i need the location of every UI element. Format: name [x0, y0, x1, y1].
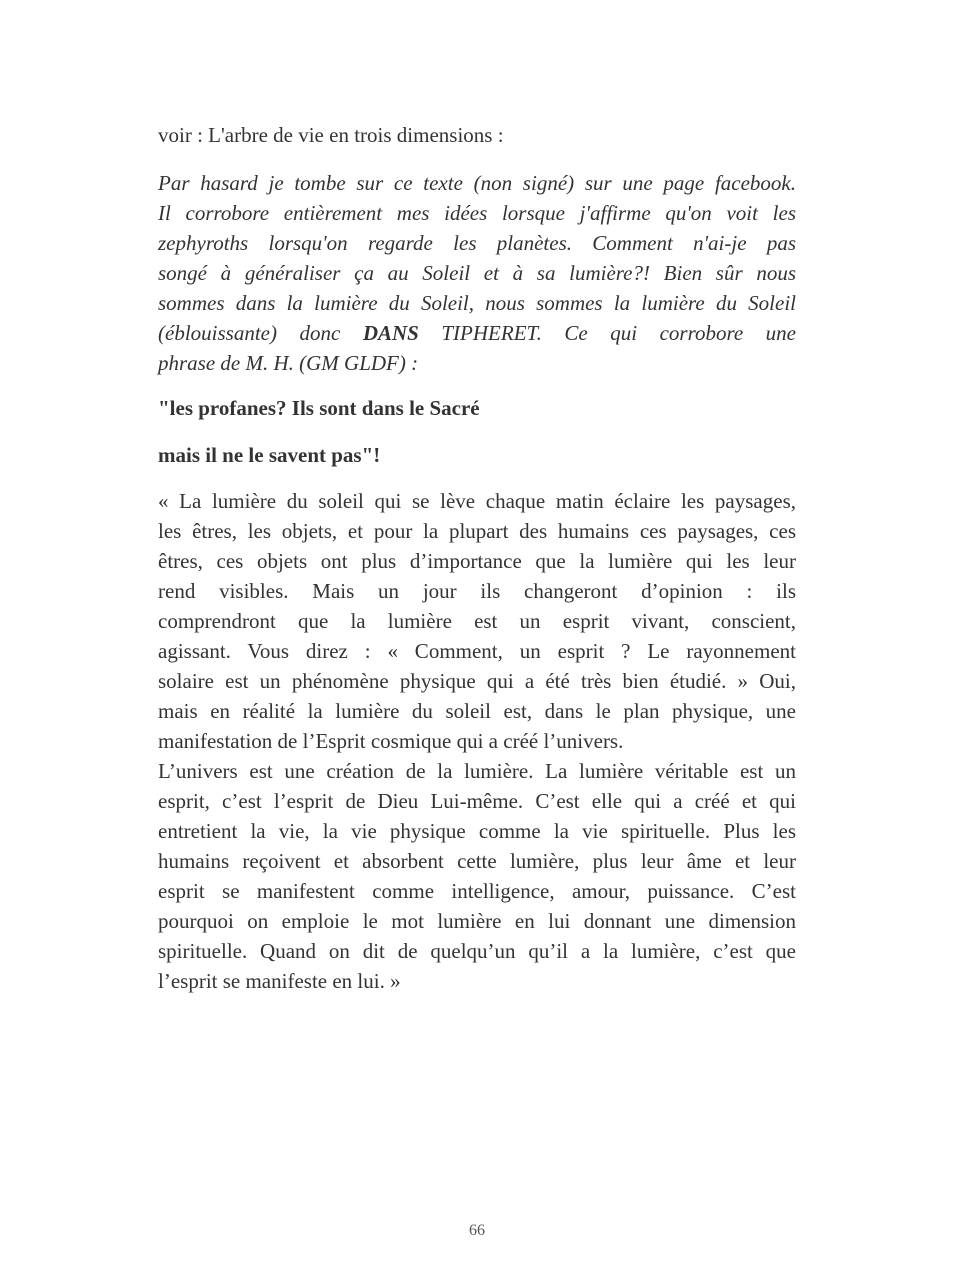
quoted-paragraph: [158, 486, 796, 996]
text-line: entretient la vie, la vie physique comme la vie spirituelle. Plus les: [158, 819, 796, 843]
text-line: l’esprit se manifeste en lui. »: [158, 969, 401, 993]
bold-quote-line: mais il ne le savent pas"!: [158, 443, 381, 467]
text-line: songé à généraliser ça au Soleil et à sa lumière?! Bien sûr nous: [158, 261, 796, 285]
text-line: « La lumière du soleil qui se lève chaque matin éclaire les paysages,: [158, 489, 796, 513]
text-line: pourquoi on emploie le mot lumière en lui donnant une dimension: [158, 909, 796, 933]
text-line: esprit se manifestent comme intelligence, amour, puissance. C’est: [158, 879, 796, 903]
text-line: Il corrobore entièrement mes idées lorsque j'affirme qu'on voit les: [158, 201, 796, 225]
text-line: êtres, ces objets ont plus d’importance que la lumière qui les leur: [158, 549, 796, 573]
italic-paragraph: [158, 168, 796, 378]
text-segment: (éblouissante) donc: [158, 321, 363, 345]
text-segment: TIPHERET. Ce qui corrobore une: [418, 321, 797, 345]
text-line: les êtres, les objets, et pour la plupart des humains ces paysages, ces: [158, 519, 796, 543]
text-line: solaire est un phénomène physique qui a été très bien étudié. » Oui,: [158, 669, 796, 693]
intro-line: [158, 120, 796, 150]
text-line: L’univers est une création de la lumière. La lumière véritable est un: [158, 759, 796, 783]
text-line: spirituelle. Quand on dit de quelqu’un qu’il a la lumière, c’est que: [158, 939, 796, 963]
text-line: Par hasard je tombe sur ce texte (non signé) sur une page facebook.: [158, 171, 796, 195]
text-line: rend visibles. Mais un jour ils changeront d’opinion : ils: [158, 579, 796, 603]
text-line: [158, 318, 796, 348]
bold-emphasis: DANS: [362, 321, 419, 345]
text-line: agissant. Vous direz : « Comment, un esprit ? Le rayonnement: [158, 639, 796, 663]
text-line: comprendront que la lumière est un esprit vivant, conscient,: [158, 609, 796, 633]
text-line: phrase de M. H. (GM GLDF) :: [158, 351, 419, 375]
bold-quote: [158, 440, 796, 470]
page-number: 66: [469, 1222, 485, 1239]
bold-quote: [158, 393, 796, 423]
text-line: esprit, c’est l’esprit de Dieu Lui-même. C’est elle qui a créé et qui: [158, 789, 796, 813]
text-line: sommes dans la lumière du Soleil, nous sommes la lumière du Soleil: [158, 291, 796, 315]
text-line: manifestation de l’Esprit cosmique qui a créé l’univers.: [158, 729, 624, 753]
text-line: mais en réalité la lumière du soleil est, dans le plan physique, une: [158, 699, 796, 723]
bold-quote-line: "les profanes? Ils sont dans le Sacré: [158, 396, 480, 420]
intro-text: voir : L'arbre de vie en trois dimensions :: [158, 123, 504, 147]
text-line: humains reçoivent et absorbent cette lumière, plus leur âme et leur: [158, 849, 796, 873]
text-line: zephyroths lorsqu'on regarde les planètes. Comment n'ai-je pas: [158, 231, 796, 255]
